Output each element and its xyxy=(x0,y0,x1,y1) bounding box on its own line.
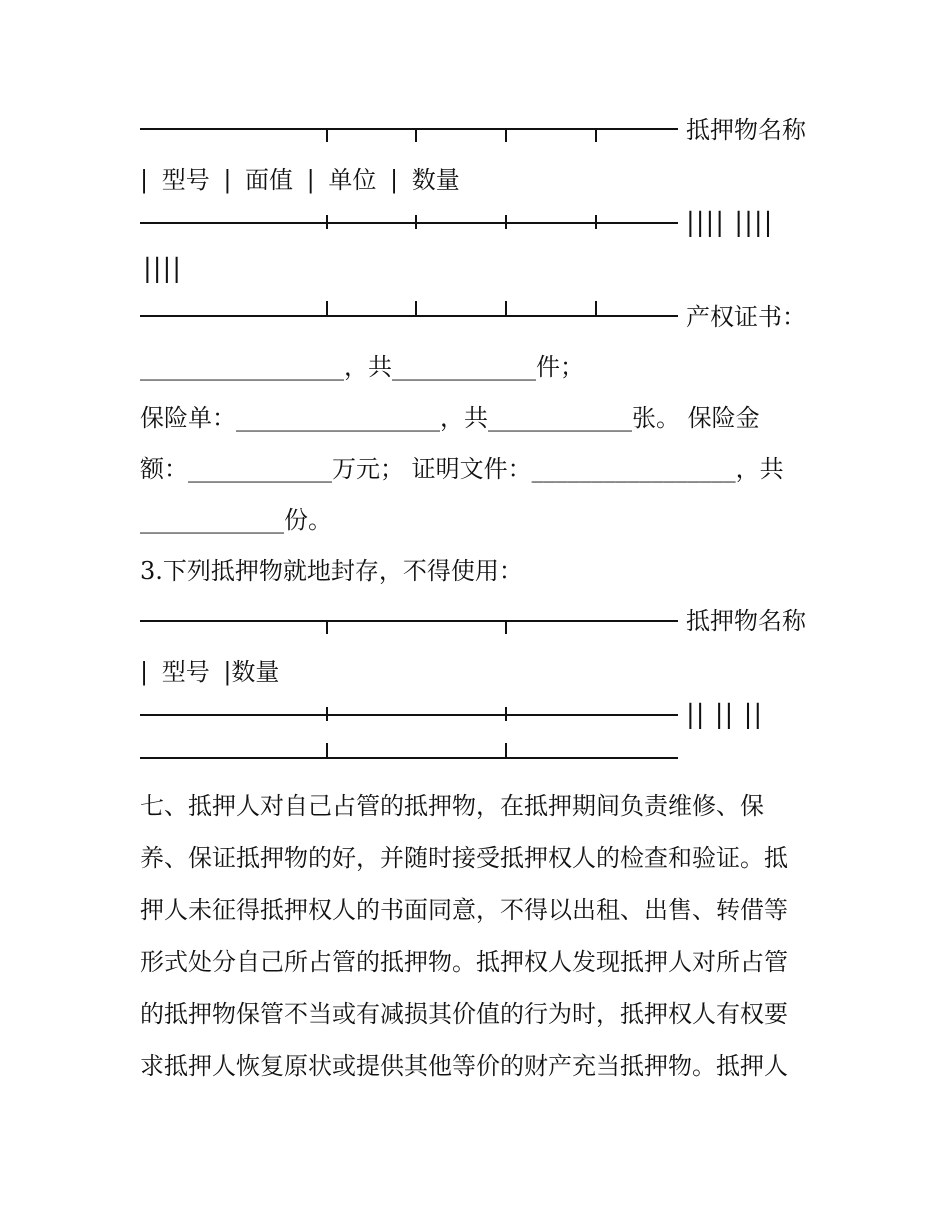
cert-line: _________________，共____________件； xyxy=(140,353,584,381)
table1-columns-row: | 型号 | 面值 | 单位 | 数量 xyxy=(140,166,460,194)
blank: ____________ xyxy=(188,455,332,483)
copies-line: ____________份。 xyxy=(140,506,332,534)
table1-bars-right: |||| |||| xyxy=(686,208,774,238)
table2-rule-bottom xyxy=(140,757,678,759)
clause-7-line: 养、保证抵押物的好，并随时接受抵押权人的检查和验证。抵 xyxy=(140,844,788,872)
item3-title: 3.下列抵押物就地封存，不得使用： xyxy=(140,557,523,585)
table2-tick xyxy=(505,743,507,757)
blank: ____________ xyxy=(140,506,284,534)
table1-header-right: 抵押物名称 xyxy=(686,116,806,144)
table1-tick xyxy=(415,215,417,229)
blank: ____________ xyxy=(392,353,536,381)
table1-tick xyxy=(595,301,597,315)
table1-rule-bottom xyxy=(140,315,678,317)
table2-tick xyxy=(326,743,328,757)
table2-bars-right: || || || xyxy=(686,700,764,730)
table1-tick xyxy=(326,128,328,142)
blank: _________________ xyxy=(236,404,440,432)
blank: _________________ xyxy=(140,353,344,381)
table2-tick xyxy=(505,620,507,634)
clause-7-line: 押人未征得抵押权人的书面同意，不得以出租、出售、转借等 xyxy=(140,896,788,924)
table2-tick xyxy=(505,707,507,721)
table2-header-right: 抵押物名称 xyxy=(686,607,806,635)
table1-tick xyxy=(505,301,507,315)
clause-7-line: 七、抵押人对自己占管的抵押物，在抵押期间负责维修、保 xyxy=(140,792,764,820)
blank: _________________ xyxy=(531,455,736,483)
table1-tick xyxy=(415,128,417,142)
table1-tick xyxy=(595,128,597,142)
table1-tick xyxy=(505,215,507,229)
table2-columns-row: | 型号 |数量 xyxy=(140,658,280,686)
table2-tick xyxy=(326,707,328,721)
clause-7 xyxy=(140,780,820,1092)
amount-line: 额：____________万元； 证明文件：_________________，共 xyxy=(140,455,784,483)
blank: ____________ xyxy=(488,404,632,432)
insurance-line: 保险单：_________________，共____________张。 保险金 xyxy=(140,404,760,432)
table1-tick xyxy=(505,128,507,142)
table1-rule-top xyxy=(140,128,678,130)
clause-7-line: 的抵押物保管不当或有减损其价值的行为时，抵押权人有权要 xyxy=(140,1000,788,1028)
table1-tick xyxy=(415,301,417,315)
table1-footer-right: 产权证书： xyxy=(686,303,806,331)
table2-rule-mid xyxy=(140,714,678,716)
table1-bars-left: |||| xyxy=(143,254,183,284)
table1-tick xyxy=(326,301,328,315)
table1-rule-mid xyxy=(140,222,678,224)
clause-7-line: 求抵押人恢复原状或提供其他等价的财产充当抵押物。抵押人 xyxy=(140,1052,788,1080)
table2-tick xyxy=(326,620,328,634)
table1-tick xyxy=(595,215,597,229)
clause-7-line: 形式处分自己所占管的抵押物。抵押权人发现抵押人对所占管 xyxy=(140,948,788,976)
table2-rule-top xyxy=(140,620,678,622)
table1-tick xyxy=(326,215,328,229)
